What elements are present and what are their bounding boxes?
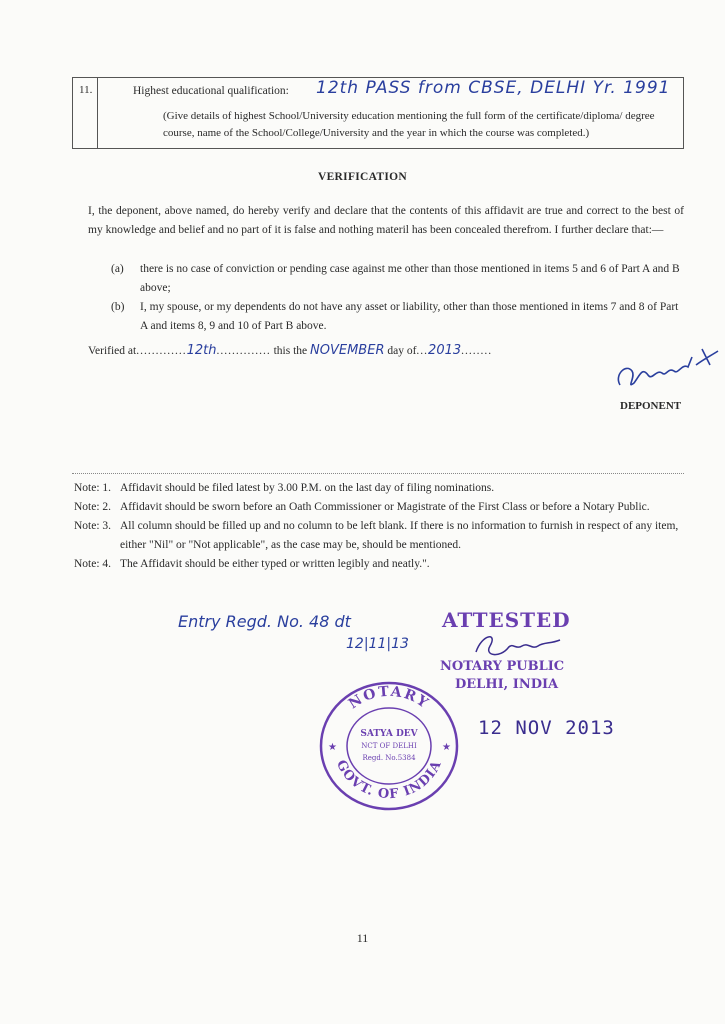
item-text: there is no case of conviction or pending case against me other than those mentioned in items 5 and 6 of Part A and B above; <box>140 263 680 294</box>
seal-top-text: NOTARY <box>345 683 433 713</box>
note-label: Note: 1. <box>74 482 112 494</box>
notary-public-stamp: NOTARY PUBLIC <box>440 659 565 674</box>
item-text: I, my spouse, or my dependents do not have any asset or liability, other than those mentioned in items 7 and 8 of Part A and items 8, 9 and 10 of Part B above. <box>140 301 679 332</box>
verified-at-label: Verified at <box>88 345 137 357</box>
entry-register-note: Entry Regd. No. 48 dt <box>178 612 351 631</box>
seal-name: SATYA DEV <box>360 729 418 739</box>
seal-bottom-text: GOVT. OF INDIA <box>332 757 445 803</box>
notary-seal <box>318 680 460 812</box>
note-text: Affidavit should be sworn before an Oath Commissioner or Magistrate of the First Class or before a Notary Public. <box>120 501 650 513</box>
svg-text:GOVT. OF INDIA <box>333 758 445 802</box>
note-label: Note: 4. <box>74 558 112 570</box>
item-label: (b) <box>111 301 125 313</box>
qualification-note: (Give details of highest School/University education mentioning the full form of the certificate/diploma/ degree course, name of the School/College/University and the year in which the course was completed.) <box>163 110 655 139</box>
note-text: All column should be filled up and no column to be left blank. If there is no information to furnish in respect of any item, either "Nil" or "Not applicable", as the case may be, should be mentioned. <box>120 520 679 551</box>
section-divider <box>72 473 684 474</box>
note-text: Affidavit should be filed latest by 3.00 P.M. on the last day of filing nominations. <box>120 482 495 494</box>
item-label: (a) <box>111 263 124 275</box>
verification-title: VERIFICATION <box>317 171 407 183</box>
year-value: 2013 <box>428 343 462 358</box>
day-value: 12th <box>186 343 217 358</box>
entry-date: 12|11|13 <box>346 636 409 652</box>
seal-region: NCT OF DELHI <box>361 742 417 750</box>
note-label: Note: 2. <box>74 501 112 513</box>
page-number: 11 <box>356 931 369 945</box>
month-value: NOVEMBER <box>310 343 385 358</box>
qualification-answer: 12th PASS from CBSE, DELHI Yr. 1991 <box>316 78 671 98</box>
item-number: 11. <box>79 84 93 96</box>
date-stamp: 12 NOV 2013 <box>478 717 615 739</box>
star-icon: ★ <box>328 742 337 753</box>
day-of-label: day of <box>387 345 417 357</box>
delhi-india-stamp: DELHI, INDIA <box>455 677 559 692</box>
deponent-label: DEPONENT <box>620 400 682 412</box>
verification-body: I, the deponent, above named, do hereby verify and declare that the contents of this affidavit are true and correct to the best of my knowledge and belief and no part of it is false and nothing materil has been concealed therefrom. I further declare that:— <box>88 205 684 236</box>
qualification-box <box>72 77 684 149</box>
note-label: Note: 3. <box>74 520 112 532</box>
star-icon: ★ <box>442 742 451 753</box>
verified-line: Verified at.............12th.............. this the NOVEMBER day of...2013........ <box>88 343 493 358</box>
this-the-label: this the <box>273 345 308 357</box>
seal-regd: Regd. No.5384 <box>362 754 416 762</box>
deponent-signature <box>612 345 722 395</box>
note-text: The Affidavit should be either typed or written legibly and neatly.". <box>120 558 430 570</box>
attested-stamp: ATTESTED <box>442 608 571 632</box>
column-divider <box>97 78 98 148</box>
qualification-label: Highest educational qualification: <box>133 85 289 97</box>
